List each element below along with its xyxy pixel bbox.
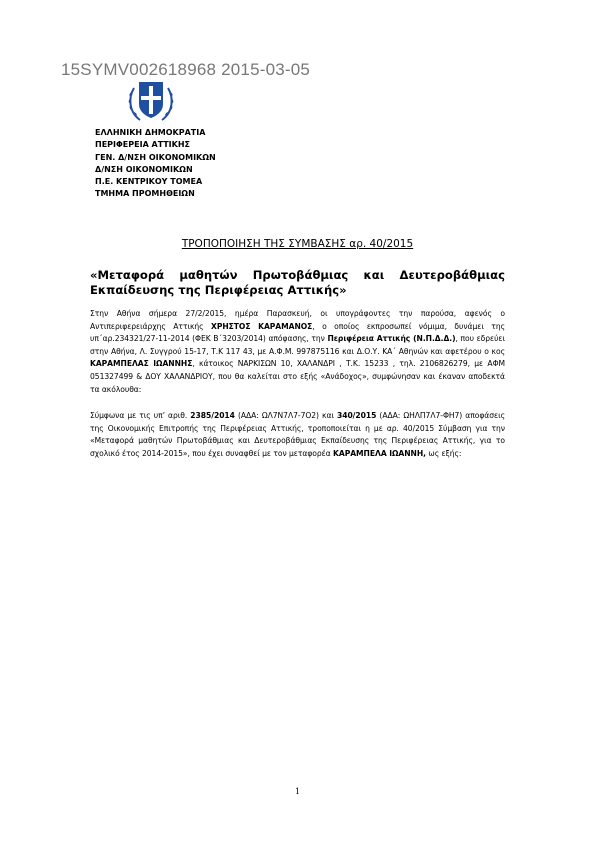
issuer-line: ΠΕΡΙΦΕΡΕΙΑ ΑΤΤΙΚΗΣ [95, 140, 190, 150]
issuer-line: Π.Ε. ΚΕΝΤΡΙΚΟΥ ΤΟΜΕΑ [95, 177, 203, 187]
text: (ΑΔΑ: ΩΗΛΠ7Λ7-ΦΗ7) αποφάσεις της Οικονομικής Επιτροπής της Περιφέρειας Αττικής, τροποποιείται η με αρ. 40/2015 Σύμβαση για την «Μεταφορά μαθητών Πρωτοβάθμιας και Δευτεροβάθμιας Εκπαίδευσης της Περιφέρειας Αττικής, για το σχολικό έτος 2014-2015», που έχει συναφθεί με τον μεταφορέα [90, 411, 506, 458]
issuer-line: ΕΛΛΗΝΙΚΗ ΔΗΜΟΚΡΑΤΙΑ [95, 128, 206, 137]
contractor-name: ΚΑΡΑΜΠΕΛΑΣ ΙΩΑΝΝΗΣ [90, 359, 193, 369]
text: , κάτοικος ΝΑΡΚΙΣΩΝ 10, ΧΑΛΑΝΔΡΙ , Τ.Κ. 15233 , τηλ. 2106826279, με ΑΦΜ 051327499 & ΔΟΥ ΧΑΛΑΝΔΡΙΟΥ, που θα καλείται στο εξής «Ανάδοχος», συμφώνησαν και έκαναν αποδεκτά τα ακόλουθα: [90, 359, 505, 394]
vice-governor-name: ΧΡΗΣΤΟΣ ΚΑΡΑΜΑΝΟΣ [211, 321, 313, 331]
parties-paragraph [90, 308, 505, 396]
decision-number: 340/2015 [336, 411, 377, 420]
document-title: ΤΡΟΠΟΠΟΙΗΣΗ ΤΗΣ ΣΥΜΒΑΣΗΣ αρ. 40/2015 [181, 238, 414, 250]
contractor-name: ΚΑΡΑΜΠΕΛΑ ΙΩΑΝΝΗ, [333, 448, 427, 458]
text: , ο οποίος εκπροσωπεί νόμιμα, δυνάμει της υπ΄αρ.234321/27-11-2014 (ΦΕΚ Β΄3203/2014) απόφασης, την [90, 321, 505, 344]
text: ως εξής: [426, 448, 462, 458]
contract-subject: «Μεταφορά μαθητών Πρωτοβάθμιας και Δευτεροβάθμιας Εκπαίδευσης της Περιφέρειας Αττικής» [90, 268, 505, 297]
issuer-line: ΓΕΝ. Δ/ΝΣΗ ΟΙΚΟΝΟΜΙΚΩΝ [95, 152, 216, 162]
issuer-line: ΤΜΗΜΑ ΠΡΟΜΗΘΕΙΩΝ [95, 189, 195, 199]
text: Σύμφωνα με τις υπ’ αριθ. [90, 411, 191, 420]
text: (ΑΔΑ: ΩΛ7Ν7Λ7-7Ο2) και [234, 411, 337, 420]
authority-name: Περιφέρεια Αττικής (Ν.Π.Δ.Δ.) [327, 334, 456, 344]
text: , που εδρεύει στην Αθήνα, Λ. Συγγρού 15-17, Τ.Κ 117 43, με Α.Φ.Μ. 997875116 και Δ.Ο.Υ. ΚΑ΄ Αθηνών και αφετέρου ο κος [90, 334, 505, 356]
issuer-line: Δ/ΝΣΗ ΟΙΚΟΝΟΜΙΚΩΝ [95, 164, 193, 174]
greek-coat-of-arms-icon [126, 78, 176, 124]
issuing-authority-block [95, 127, 216, 201]
amendment-paragraph [90, 410, 505, 460]
decision-number: 2385/2014 [190, 411, 235, 420]
document-id-watermark: 15SYMV002618968 2015-03-05 [61, 60, 311, 79]
page-number: 1 [294, 787, 301, 796]
text: Στην Αθήνα σήμερα 27/2/2015, ημέρα Παρασκευή, οι υπογράφοντες την παρούσα, αφενός ο Αντιπεριφερειάρχης Αττικής [90, 309, 505, 331]
